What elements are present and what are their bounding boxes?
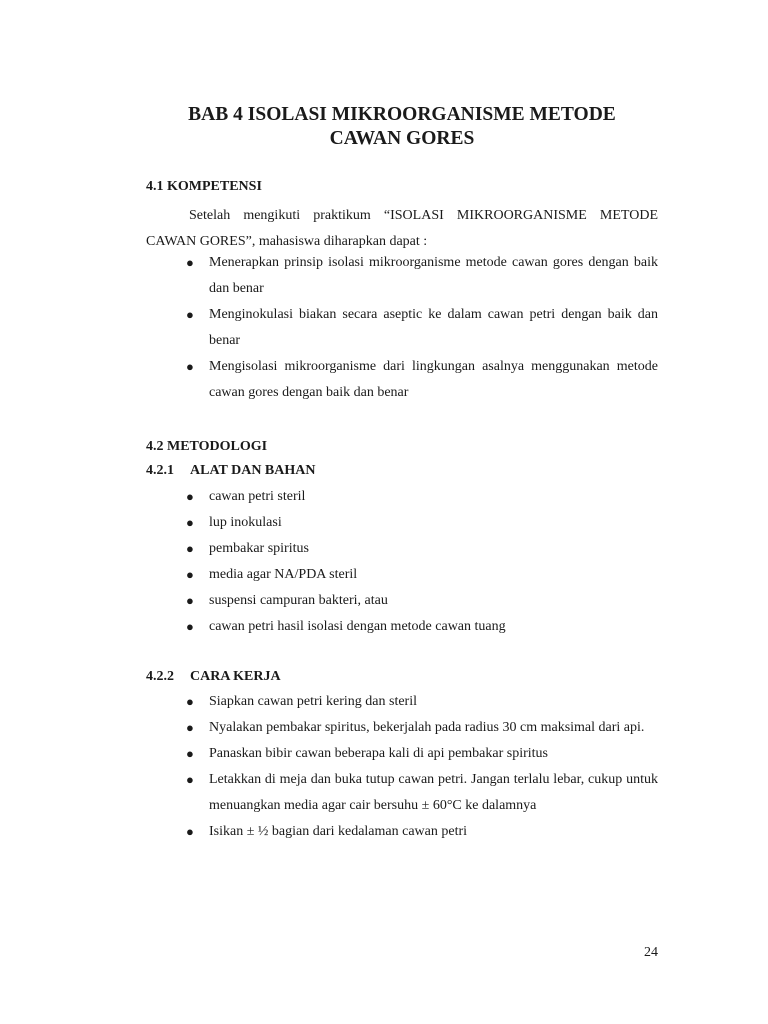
- subsection-title: CARA KERJA: [190, 669, 281, 684]
- bullet-icon: ●: [186, 619, 194, 634]
- list-item: ● Menerapkan prinsip isolasi mikroorganisme metode cawan gores dengan baik dan benar: [146, 250, 658, 302]
- bullet-icon: ●: [186, 307, 194, 322]
- list-item: ● Mengisolasi mikroorganisme dari lingkungan asalnya menggunakan metode cawan gores dengan baik dan benar: [146, 354, 658, 406]
- list-item: ● pembakar spiritus: [146, 536, 658, 562]
- list-item: ● suspensi campuran bakteri, atau: [146, 588, 658, 614]
- page-number: 24: [644, 945, 658, 960]
- section-heading-kompetensi: 4.1 KOMPETENSI: [146, 179, 262, 194]
- chapter-title-line-1: BAB 4 ISOLASI MIKROORGANISME METODE: [188, 104, 616, 125]
- list-item: ● Panaskan bibir cawan beberapa kali di api pembakar spiritus: [146, 741, 658, 767]
- bullet-icon: ●: [186, 359, 194, 374]
- bullet-icon: ●: [186, 541, 194, 556]
- bullet-icon: ●: [186, 515, 194, 530]
- list-item: ● Menginokulasi biakan secara aseptic ke dalam cawan petri dengan baik dan benar: [146, 302, 658, 354]
- list-item: ● cawan petri steril: [146, 484, 658, 510]
- list-item: ● media agar NA/PDA steril: [146, 562, 658, 588]
- list-item: ● lup inokulasi: [146, 510, 658, 536]
- materials-list: [146, 484, 658, 640]
- list-item: ● Letakkan di meja dan buka tutup cawan petri. Jangan terlalu lebar, cukup untuk menuangkan media agar cair bersuhu ± 60°C ke dalamnya: [146, 767, 658, 819]
- competency-list: [146, 250, 658, 406]
- list-item: ● Siapkan cawan petri kering dan steril: [146, 689, 658, 715]
- subsection-number: 4.2.2: [146, 669, 174, 684]
- bullet-icon: ●: [186, 593, 194, 608]
- bullet-icon: ●: [186, 489, 194, 504]
- chapter-title-line-2: CAWAN GORES: [329, 128, 475, 149]
- bullet-icon: ●: [186, 746, 194, 761]
- bullet-icon: ●: [186, 255, 194, 270]
- bullet-icon: ●: [186, 720, 194, 735]
- section-heading-metodologi: 4.2 METODOLOGI: [146, 439, 268, 454]
- subsection-title: ALAT DAN BAHAN: [190, 463, 316, 478]
- list-item: ● Isikan ± ½ bagian dari kedalaman cawan petri: [146, 819, 658, 845]
- list-item: ● Nyalakan pembakar spiritus, bekerjalah pada radius 30 cm maksimal dari api.: [146, 715, 658, 741]
- bullet-icon: ●: [186, 694, 194, 709]
- procedure-list: [146, 689, 658, 845]
- list-item: ● cawan petri hasil isolasi dengan metode cawan tuang: [146, 614, 658, 640]
- chapter-title: [146, 103, 658, 151]
- subsection-number: 4.2.1: [146, 463, 174, 478]
- subsection-heading-cara-kerja: [146, 668, 281, 686]
- intro-paragraph: Setelah mengikuti praktikum “ISOLASI MIKROORGANISME METODE CAWAN GORES”, mahasiswa diharapkan dapat :: [146, 208, 658, 249]
- bullet-icon: ●: [186, 772, 194, 787]
- bullet-icon: ●: [186, 567, 194, 582]
- bullet-icon: ●: [186, 824, 194, 839]
- subsection-heading-alat-bahan: [146, 462, 316, 480]
